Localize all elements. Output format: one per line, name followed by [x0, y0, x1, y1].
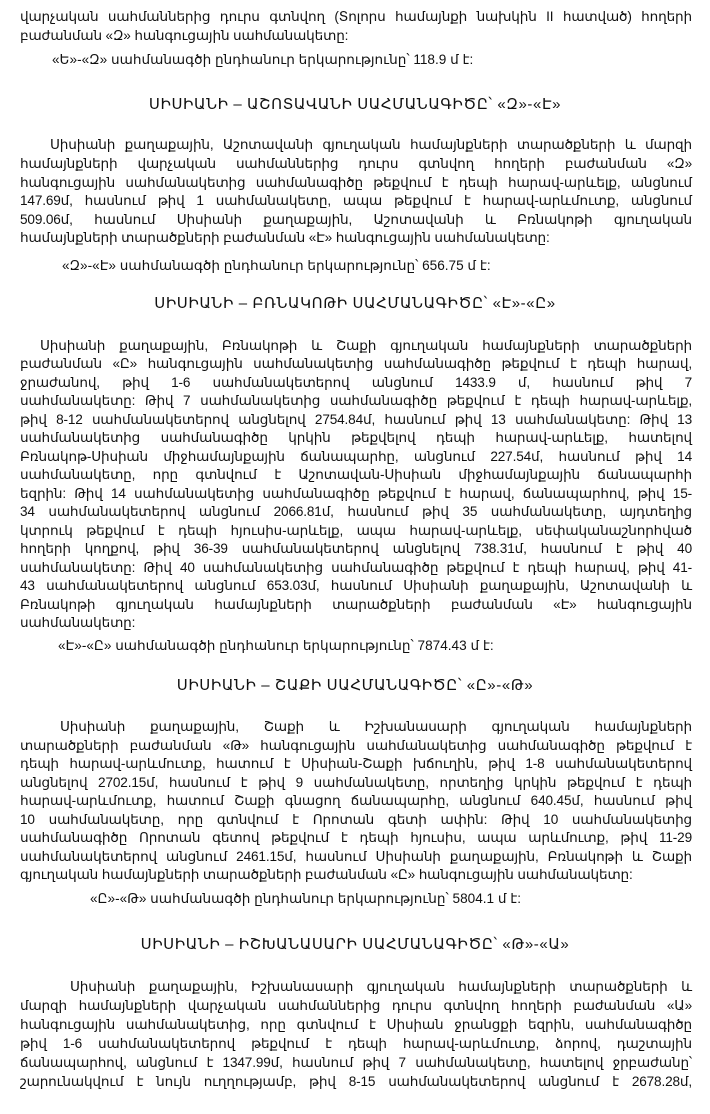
section-heading-sisian-ishkhanasar: ՍԻՍԻԱՆԻ – ԻՇԽԱՆԱՍԱՐԻ ՍԱՀՄԱՆԱԳԻԾԸ՝ «Թ»-«Ա»	[140, 936, 570, 953]
intro-line-2: բաժանման «Զ» հանգուցային սահմանակետը:	[20, 28, 349, 43]
section-4-line: ճանապարհով, անցնում է 1347.99մ, հասնում թիվ 7 սահմանակետը, հատելով ջրբաժանը՝	[20, 1055, 692, 1070]
section-3-line: 10 սահմանակետը, որը գտնվում է Որոտան գետի ափին: Թիվ 10 սահմանակետից	[20, 812, 692, 827]
section-2-line: ջրաժանով, թիվ 1-6 սահմանակետերով անցնում 1433.9 մ, հասնում թիվ 7	[20, 375, 692, 390]
section-1-line: 509.06մ, հասնում Սիսիանի քաղաքային, Աշոտավանի և Բռնակոթի գյուղական	[20, 212, 692, 227]
section-4-line: հանգուցային սահմանակետից, որը գտնվում է Սիսիան ջրանցքի եզրին, սահմանագիծը	[20, 1017, 692, 1032]
section-2-line: կտրուկ թեքվում է դեպի հյուսիս-արևելք, ապա հարավ-արևելք, սեփականաշնորհված	[20, 523, 692, 538]
section-1-line: Սիսիանի քաղաքային, Աշոտավանի գյուղական համայնքների տարածքների և մարզի	[50, 137, 692, 152]
section-2-line: սահմանակետից սահմանագիծը կրկին թեքվելով դեպի հարավ-արևելք, հատելով	[20, 430, 692, 445]
section-3-line: Սիսիանի քաղաքային, Շաքի և Իշխանասարի գյուղական համայնքների	[60, 719, 692, 734]
section-1-line: համայնքների տարածքների բաժանման «Է» հանգուցային սահմանակետը:	[20, 230, 550, 245]
section-1-total-length: «Զ»-«Է» սահմանագծի ընդհանուր երկարությունը՝ 656.75 մ է:	[62, 258, 491, 273]
section-3-line: անցնելով 2702.15մ, հասնում է թիվ 9 սահմանակետը, որտեղից կրկին թեքվում է դեպի	[20, 775, 692, 790]
section-3-total-length: «Ը»-«Թ» սահմանագծի ընդհանուր երկարությունը՝ 5804.1 մ է:	[90, 891, 522, 906]
intro-line-1: վարչական սահմաններից դուրս գտնվող (Տոլորս համայնքի նախկին II հատված) հողերի	[20, 9, 692, 24]
section-2-line: եզրին: Թիվ 14 սահմանակետից սահմանագիծը թեքվում է հարավ, ճանապարհով, թիվ 15-	[20, 486, 692, 501]
section-1-line: համայնքների վարչական սահմաններից դուրս գտնվող հողերի բաժանման «Զ»	[20, 156, 692, 171]
section-2-total-length: «Է»-«Ը» սահմանագծի ընդհանուր երկարությունը՝ 7874.43 մ է:	[58, 638, 494, 653]
section-2-line: Բռնակոթ-Սիսիան միջհամայնքային ճանապարհը, անցնում 227.54մ, հասնում թիվ 14	[20, 449, 692, 464]
section-3-line: սահմանագիծը Որոտան գետով թեքվում է դեպի հյուսիս, ապա արևմուտք, թիվ 11-29	[20, 830, 692, 845]
section-2-line: հողերի կողքով, թիվ 36-39 սահմանակետերով անցնելով 738.31մ, հասնում է թիվ 40	[20, 541, 692, 556]
section-4-line: շարունակվում է նույն ուղղությամբ, թիվ 8-15 սահմանակետերով անցնում է 2678.28մ,	[20, 1074, 692, 1089]
section-4-line: թիվ 1-6 սահմանակետերով թեքվում է դեպի հարավ-արևմուտք, ձորով, դաշտային	[20, 1036, 692, 1051]
section-2-line: 34 սահմանակետերով անցնում 2066.81մ, հասնում թիվ 35 սահմանակետը, այդտեղից	[20, 504, 692, 519]
intro-total-length: «Ե»-«Զ» սահմանագծի ընդհանուր երկարությունը՝ 118.9 մ է:	[52, 52, 474, 67]
section-2-line: Բռնակոթի գյուղական համայնքների տարածքների բաժանման «Է» հանգուցային	[20, 597, 692, 612]
section-1-line: հանգուցային սահմանակետից սահմանագիծը թեքվում է դեպի հարավ-արևելք, անցնում	[20, 175, 692, 190]
section-2-line: 43 սահմանակետերով անցնում 653.03մ, հասնում Սիսիանի քաղաքային, Աշոտավանի և	[20, 578, 692, 593]
section-3-line: դեպի հարավ-արևմուտք, հատում է Սիսիան-Շաքի խճուղին, թիվ 1-8 սահմանակետերով	[20, 756, 692, 771]
section-2-line: սահմանակետը: Թիվ 40 սահմանակետից սահմանագիծը թեքվում է դեպի հարավ, թիվ 41-	[20, 560, 692, 575]
section-1-line: 147.69մ, հասնում թիվ 1 սահմանակետը, ապա թեքվում է հարավ-արևմուտք, անցնում	[20, 193, 692, 208]
section-2-line: բաժանման «Ը» հանգուցային սահմանակետից սահմանագիծը թեքվում է դեպի հարավ,	[20, 356, 692, 371]
section-heading-sisian-shaki: ՍԻՍԻԱՆԻ – ՇԱՔԻ ՍԱՀՄԱՆԱԳԻԾԸ՝ «Ը»-«Թ»	[176, 677, 534, 694]
section-3-line: տարածքների բաժանման «Թ» հանգուցային սահմանակետից սահմանագիծը թեքվում է	[20, 738, 692, 753]
section-3-line: հարավ-արևմուտք, հատում Շաքի գնացող ճանապարհը, անցնում 640.45մ, հասնում թիվ	[20, 793, 692, 808]
section-3-line: սահմանակետերով անցնում 2461.15մ, հասնում Սիսիանի քաղաքային, Բռնակոթի և Շաքի	[20, 849, 692, 864]
section-2-line: սահմանակետը:	[20, 615, 136, 630]
section-4-line: մարզի համայնքների վարչական սահմաններից դուրս գտնվող հողերի բաժանման «Ա»	[20, 998, 692, 1013]
section-2-line: թիվ 8-12 սահմանակետերով անցնելով 2754.84մ, հասնում թիվ 13 սահմանակետը: Թիվ 13	[20, 412, 692, 427]
section-2-line: սահմանակետը, որը գտնվում է Աշոտավան-Սիսիան միջհամայնքային ճանապարհի	[20, 467, 692, 482]
section-heading-sisian-ashotavan: ՍԻՍԻԱՆԻ – ԱՇՈՏԱՎԱՆԻ ՍԱՀՄԱՆԱԳԻԾԸ՝ «Զ»-«Է»	[148, 96, 562, 113]
section-heading-sisian-brnakot: ՍԻՍԻԱՆԻ – ԲՌՆԱԿՈԹԻ ՍԱՀՄԱՆԱԳԻԾԸ՝ «Է»-«Ը»	[154, 295, 556, 312]
section-3-line: գյուղական համայնքների տարածքների բաժանման «Ը» հանգուցային սահմանակետը:	[20, 867, 633, 882]
section-2-line: Սիսիանի քաղաքային, Բռնակոթի և Շաքի գյուղական համայնքների տարածքների	[40, 338, 692, 353]
section-4-line: Սիսիանի քաղաքային, Իշխանասարի գյուղական համայնքների տարածքների և	[70, 979, 692, 994]
section-2-line: սահմանակետը: Թիվ 7 սահմանակետից սահմանագիծը թեքվում է դեպի հարավ-արևելք,	[20, 393, 692, 408]
